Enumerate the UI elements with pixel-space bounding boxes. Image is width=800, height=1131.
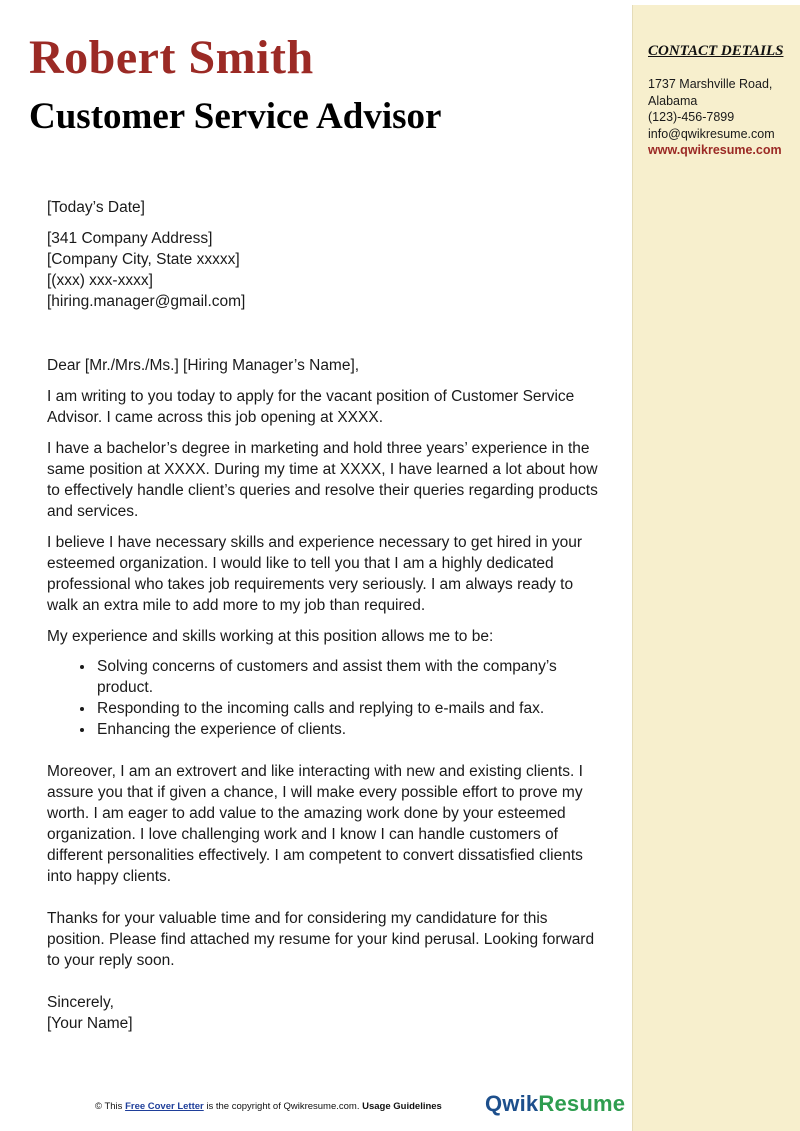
qwikresume-logo[interactable] xyxy=(485,1091,625,1117)
logo-part-qwik: Qwik xyxy=(485,1091,539,1116)
contact-details xyxy=(648,76,798,159)
letter-body xyxy=(47,355,607,1034)
free-cover-letter-link[interactable]: Free Cover Letter xyxy=(125,1101,204,1112)
paragraph: Thanks for your valuable time and for considering my candidature for this position. Please find attached my resume for your kind perusal. Looking forward to your reply soon. xyxy=(47,910,595,969)
copyright-icon: © xyxy=(95,1101,102,1112)
contact-sidebar xyxy=(632,5,800,1131)
signoff-block xyxy=(47,992,607,1034)
paragraph: Moreover, I am an extrovert and like interacting with new and existing clients. I assure you that if given a chance, I will make every possible effort to prove my worth. I am eager to add value to the amazing work done by your esteemed organization. I love challenging work and I know I can handle customers of different personalities effectively. I am competent to convert dissatisfied clients into happy clients. xyxy=(47,763,583,885)
signature: [Your Name] xyxy=(47,1015,133,1032)
paragraph: My experience and skills working at this position allows me to be: xyxy=(47,628,494,645)
recipient-block xyxy=(47,228,607,312)
list-item: • Solving concerns of customers and assist them with the company’s product. xyxy=(95,656,607,698)
recipient-city: [Company City, State xxxxx] xyxy=(47,251,240,268)
phone: (123)-456-7899 xyxy=(648,110,735,124)
address-line-1: 1737 Marshville Road, xyxy=(648,77,773,91)
address-line-2: Alabama xyxy=(648,93,698,108)
list-item: • Enhancing the experience of clients. xyxy=(95,719,607,740)
letter-date: [Today’s Date] xyxy=(47,199,145,216)
email: info@qwikresume.com xyxy=(648,126,775,141)
paragraph: I believe I have necessary skills and experience necessary to get hired in your esteemed organization. I would like to tell you that I am a highly dedicated professional who takes job requirements very seriously. I am always ready to walk an extra mile to add more to my job than required. xyxy=(47,534,583,614)
footer-middle: is the copyright of Qwikresume.com. xyxy=(203,1101,363,1112)
recipient-phone: [(xxx) xxx-xxxx] xyxy=(47,272,153,289)
list-item: • Responding to the incoming calls and replying to e-mails and fax. xyxy=(95,698,607,719)
salutation: Dear [Mr./Mrs./Ms.] [Hiring Manager’s Name], xyxy=(47,357,360,374)
usage-guidelines-link[interactable]: Usage Guidelines xyxy=(362,1101,442,1112)
paragraph: I have a bachelor’s degree in marketing and hold three years’ experience in the same position at XXXX. During my time at XXXX, I have learned a lot about how to effectively handle client’s queries and resolve their queries regarding products and services. xyxy=(47,440,598,520)
job-title: Customer Service Advisor xyxy=(29,96,442,137)
footer-copyright xyxy=(95,1101,442,1112)
recipient-email: [hiring.manager@gmail.com] xyxy=(47,293,246,310)
skills-list xyxy=(47,656,607,740)
paragraph: I am writing to you today to apply for the vacant position of Customer Service Advisor. I came across this job opening at XXXX. xyxy=(47,388,575,426)
contact-heading: CONTACT DETAILS xyxy=(648,43,784,59)
recipient-address: [341 Company Address] xyxy=(47,230,213,247)
logo-part-resume: Resume xyxy=(538,1091,626,1116)
applicant-name: Robert Smith xyxy=(29,31,314,84)
footer-prefix: This xyxy=(102,1101,126,1112)
website-link[interactable]: www.qwikresume.com xyxy=(648,143,782,157)
signoff: Sincerely, xyxy=(47,994,114,1011)
